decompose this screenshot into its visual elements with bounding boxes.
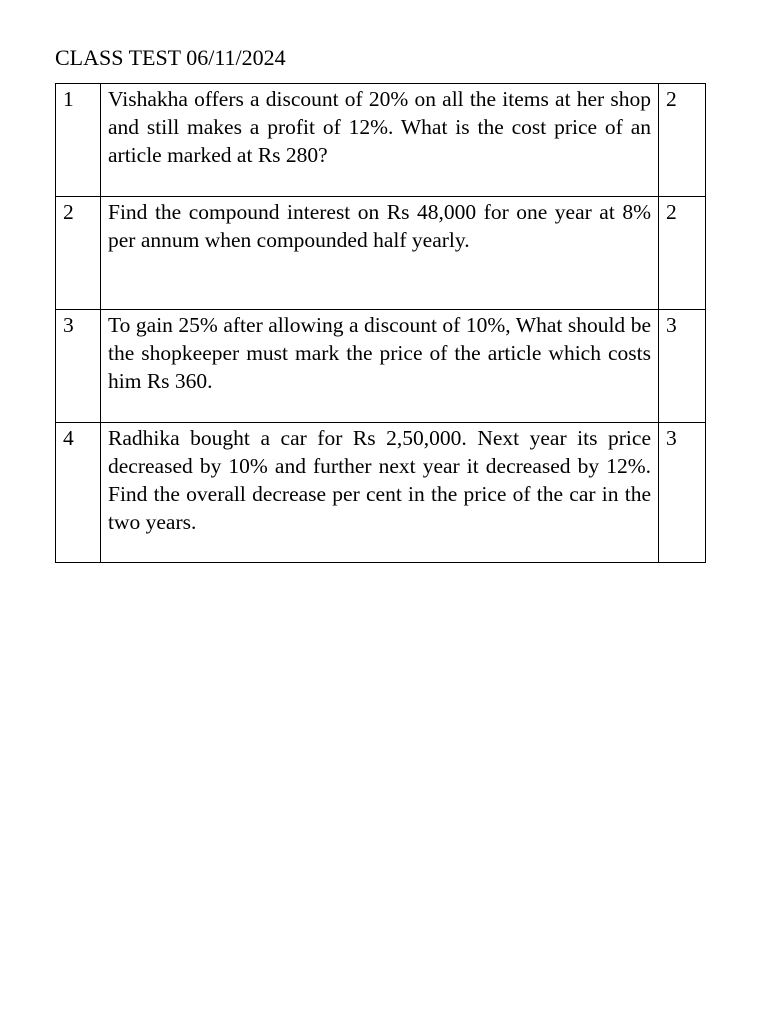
question-row (56, 84, 706, 197)
question-marks: 2 (659, 197, 706, 310)
questions-table (55, 83, 706, 563)
question-marks: 3 (659, 423, 706, 563)
question-row (56, 310, 706, 423)
page-title: CLASS TEST 06/11/2024 (55, 45, 286, 70)
question-number: 4 (56, 423, 101, 563)
question-text: To gain 25% after allowing a discount of 10%, What should be the shopkeeper must mark the price of the article which costs him Rs 360. (101, 310, 659, 423)
question-row (56, 423, 706, 563)
question-number: 2 (56, 197, 101, 310)
question-number: 3 (56, 310, 101, 423)
question-text: Find the compound interest on Rs 48,000 for one year at 8% per annum when compounded half yearly. (101, 197, 659, 310)
question-marks: 2 (659, 84, 706, 197)
question-text: Radhika bought a car for Rs 2,50,000. Next year its price decreased by 10% and further next year it decreased by 12%. Find the overall decrease per cent in the price of the car in the two years. (101, 423, 659, 563)
question-number: 1 (56, 84, 101, 197)
question-text: Vishakha offers a discount of 20% on all the items at her shop and still makes a profit of 12%. What is the cost price of an article marked at Rs 280? (101, 84, 659, 197)
question-marks: 3 (659, 310, 706, 423)
question-row (56, 197, 706, 310)
